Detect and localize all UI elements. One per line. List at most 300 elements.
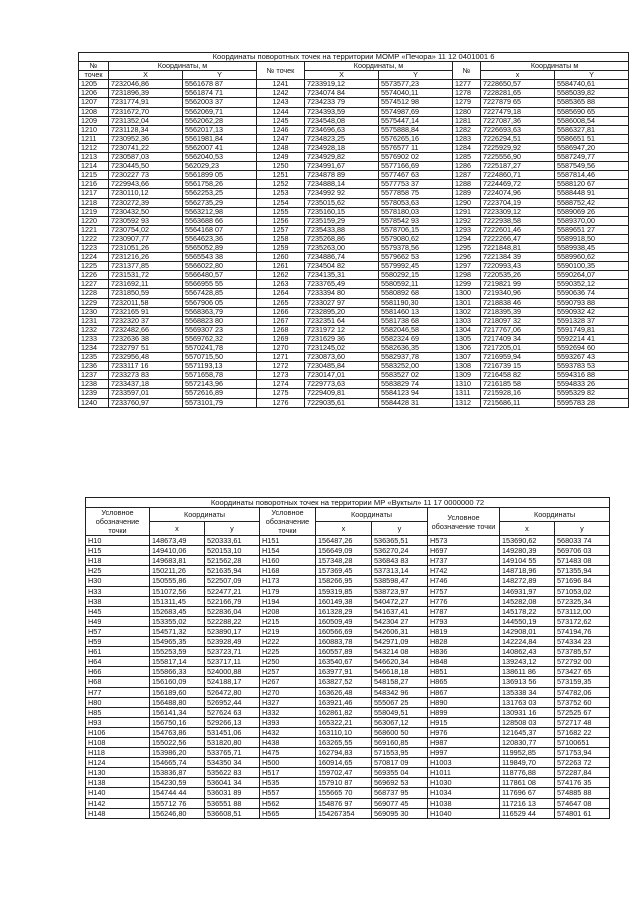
- table-cell: 118776,88: [500, 768, 555, 778]
- table-cell: 1205: [79, 80, 109, 89]
- table-row: [79, 180, 629, 189]
- table-cell: 7215686,11: [481, 398, 555, 407]
- table-cell: H573: [428, 536, 500, 546]
- table-cell: 536041 34: [205, 778, 260, 788]
- table-cell: 161328,29: [316, 606, 372, 616]
- table-cell: 7232956,48: [109, 353, 183, 362]
- table-cell: 1295: [453, 243, 481, 252]
- table-cell: H267: [260, 677, 316, 687]
- table-cell: 1216: [79, 180, 109, 189]
- table-cell: 5584740,61: [555, 80, 629, 89]
- table-cell: 1301: [453, 298, 481, 307]
- table-cell: 1247: [257, 134, 305, 143]
- table-cell: H151: [260, 536, 316, 546]
- table-cell: H140: [86, 788, 150, 798]
- table-cell: 155253,59: [150, 647, 205, 657]
- table2-y-header-2: y: [372, 522, 428, 536]
- table-cell: 154230,59: [150, 778, 205, 788]
- table-cell: H742: [428, 566, 500, 576]
- table-cell: 568033 74: [555, 536, 610, 546]
- table-cell: 1292: [453, 216, 481, 225]
- table-cell: 7232011,58: [109, 298, 183, 307]
- table-row: [79, 280, 629, 289]
- table-cell: 7220993,43: [481, 262, 555, 271]
- table-cell: 1254: [257, 198, 305, 207]
- table-cell: 7234991,67: [305, 162, 379, 171]
- table-row: [79, 262, 629, 271]
- table-cell: 153836,87: [150, 768, 205, 778]
- table-cell: 7224469,72: [481, 180, 555, 189]
- table1-num-header-3: №: [453, 62, 481, 80]
- table-cell: 5577166,69: [379, 162, 453, 171]
- table-cell: 5589370,00: [555, 216, 629, 225]
- table-cell: 7231896,39: [109, 89, 183, 98]
- table-cell: 7216185 58: [481, 380, 555, 389]
- table-cell: 5587249,77: [555, 153, 629, 162]
- table-cell: 555067 25: [372, 697, 428, 707]
- table-cell: 5576902 02: [379, 153, 453, 162]
- table-cell: 1253: [257, 189, 305, 198]
- table-cell: 150211,26: [150, 566, 205, 576]
- table-cell: 148673,49: [150, 536, 205, 546]
- table-cell: H142: [86, 798, 150, 808]
- table-cell: 158266,95: [316, 576, 372, 586]
- table-row: [79, 380, 629, 389]
- table-cell: 536031 89: [205, 788, 260, 798]
- table-cell: 1269: [257, 334, 305, 343]
- table-cell: 5565543 38: [183, 253, 257, 262]
- table-row: [79, 271, 629, 280]
- table-cell: H194: [260, 596, 316, 606]
- table-row: [86, 758, 610, 768]
- table-cell: 7232320 37: [109, 316, 183, 325]
- table-cell: 155866,33: [150, 667, 205, 677]
- table-cell: 5566022,80: [183, 262, 257, 271]
- table-row: [79, 116, 629, 125]
- table-row: [79, 143, 629, 152]
- table-cell: 7230754,02: [109, 225, 183, 234]
- table-cell: H18: [86, 556, 150, 566]
- table-cell: 7233273 83: [109, 371, 183, 380]
- table-cell: 1278: [453, 89, 481, 98]
- table-cell: 1256: [257, 216, 305, 225]
- table-cell: 1231: [79, 316, 109, 325]
- table-row: [79, 316, 629, 325]
- table-cell: 7218838 46: [481, 298, 555, 307]
- table-cell: 531451,06: [205, 727, 260, 737]
- table-cell: 1206: [79, 89, 109, 98]
- table-cell: 1312: [453, 398, 481, 407]
- table-cell: 156487,26: [316, 536, 372, 546]
- table-cell: H819: [428, 626, 500, 636]
- table-cell: 7233919,12: [305, 80, 379, 89]
- table2-coords-header-1: Координаты: [150, 508, 260, 522]
- table-row: [79, 362, 629, 371]
- table-cell: 1296: [453, 253, 481, 262]
- table-cell: H997: [428, 748, 500, 758]
- table-cell: 5574512 98: [379, 98, 453, 107]
- table-cell: 7222938,58: [481, 216, 555, 225]
- table-cell: 543214 08: [372, 647, 428, 657]
- table-cell: 7217767,06: [481, 325, 555, 334]
- table-cell: 571753,94: [555, 748, 610, 758]
- table-cell: 5590352,12: [555, 280, 629, 289]
- table-cell: 5590793 88: [555, 298, 629, 307]
- table-cell: 5595329 82: [555, 389, 629, 398]
- table-cell: 5578180,03: [379, 207, 453, 216]
- table-cell: 521635,94: [205, 566, 260, 576]
- table-cell: 138611 86: [500, 667, 555, 677]
- table-cell: 7229943,66: [109, 180, 183, 189]
- table-cell: 151311,45: [150, 596, 205, 606]
- table2-point-label-header-1: Условное обозначение точки: [86, 508, 150, 536]
- table-cell: 5584123 94: [379, 389, 453, 398]
- table-cell: 117861 08: [500, 778, 555, 788]
- table-row: [79, 289, 629, 298]
- table-cell: 5589938,45: [555, 243, 629, 252]
- table-cell: 7235263,00: [305, 243, 379, 252]
- table-cell: 1219: [79, 207, 109, 216]
- table-cell: 5579378,56: [379, 243, 453, 252]
- table-cell: 5587549,56: [555, 162, 629, 171]
- table1-x-header-2: X: [305, 71, 379, 80]
- table-row: [86, 586, 610, 596]
- table-cell: 154965,35: [150, 637, 205, 647]
- table-row: [79, 189, 629, 198]
- table-cell: 7217409 34: [481, 334, 555, 343]
- table-cell: 5590100,35: [555, 262, 629, 271]
- table-cell: 538598,47: [372, 576, 428, 586]
- table-cell: H1040: [428, 808, 500, 818]
- table-cell: 5588448 91: [555, 189, 629, 198]
- table-cell: 1215: [79, 171, 109, 180]
- table-cell: 119849,70: [500, 758, 555, 768]
- table-cell: 1213: [79, 153, 109, 162]
- table-cell: 154744 44: [150, 788, 205, 798]
- table-cell: 5580292,15: [379, 271, 453, 280]
- table-cell: 569706 03: [555, 546, 610, 556]
- table-cell: 155817,14: [150, 657, 205, 667]
- table-cell: 531820,80: [205, 737, 260, 747]
- table-cell: 522507,09: [205, 576, 260, 586]
- table-cell: 7227087,36: [481, 116, 555, 125]
- table-row: [86, 808, 610, 818]
- table-cell: 1250: [257, 162, 305, 171]
- table-cell: 1289: [453, 189, 481, 198]
- table-cell: 541637,41: [372, 606, 428, 616]
- table-cell: 163265,55: [316, 737, 372, 747]
- table-cell: 522477,21: [205, 586, 260, 596]
- table2-coords-header-3: Координаты: [500, 508, 610, 522]
- table-cell: 7232351 64: [305, 316, 379, 325]
- table-cell: 5575447,14: [379, 116, 453, 125]
- table1-points-header: точек: [79, 71, 109, 80]
- table-row: [79, 225, 629, 234]
- table-cell: 521562,28: [205, 556, 260, 566]
- table-cell: 1258: [257, 234, 305, 243]
- table-cell: 7229409,81: [305, 389, 379, 398]
- table-row: [86, 616, 610, 626]
- table-cell: 571483 08: [555, 556, 610, 566]
- table-cell: 153690,62: [500, 536, 555, 546]
- table-cell: 7219821 99: [481, 280, 555, 289]
- table-cell: H208: [260, 606, 316, 616]
- table-cell: 7234878 89: [305, 171, 379, 180]
- table-row: [86, 717, 610, 727]
- table-cell: 1233: [79, 334, 109, 343]
- table-cell: 5589651 27: [555, 225, 629, 234]
- table-cell: 7230952,36: [109, 134, 183, 143]
- table-cell: 5568823 80: [183, 316, 257, 325]
- table-cell: 1239: [79, 389, 109, 398]
- table-cell: H836: [428, 647, 500, 657]
- table-row: [86, 556, 610, 566]
- table-cell: 571696 84: [555, 576, 610, 586]
- table-cell: H160: [260, 556, 316, 566]
- table-cell: 156649,09: [316, 546, 372, 556]
- table-cell: 571355,94: [555, 566, 610, 576]
- table-cell: 7232636 38: [109, 334, 183, 343]
- table-cell: 1293: [453, 225, 481, 234]
- table-row: [79, 125, 629, 134]
- table-cell: 7231850,59: [109, 289, 183, 298]
- table-row: [86, 626, 610, 636]
- table-cell: H64: [86, 657, 150, 667]
- table-cell: 7223704,19: [481, 198, 555, 207]
- table1-num-header: №: [79, 62, 109, 71]
- table-cell: 574885 88: [555, 788, 610, 798]
- table-cell: 7231245,02: [305, 344, 379, 353]
- table-cell: 1251: [257, 171, 305, 180]
- table-row: [79, 253, 629, 262]
- table-row: [79, 89, 629, 98]
- table-row: [86, 546, 610, 556]
- table-cell: 7233437,18: [109, 380, 183, 389]
- table-row: [79, 207, 629, 216]
- table-cell: 1308: [453, 362, 481, 371]
- table-cell: 7230873,60: [305, 353, 379, 362]
- table-cell: 5563688 66: [183, 216, 257, 225]
- table-cell: 529266,13: [205, 717, 260, 727]
- table-cell: 7231531,72: [109, 271, 183, 280]
- table-cell: 523723,71: [205, 647, 260, 657]
- table-cell: H106: [86, 727, 150, 737]
- table-cell: 5587814,46: [555, 171, 629, 180]
- table-cell: 5563212,98: [183, 207, 257, 216]
- table-cell: 5571658,78: [183, 371, 257, 380]
- table-cell: 154267354: [316, 808, 372, 818]
- table-cell: H1011: [428, 768, 500, 778]
- table-cell: 5594316 88: [555, 371, 629, 380]
- table-cell: H215: [260, 616, 316, 626]
- table-cell: 7220535,26: [481, 271, 555, 280]
- table-cell: 546620,34: [372, 657, 428, 667]
- table-cell: 1259: [257, 243, 305, 252]
- table-cell: 7233760,97: [109, 398, 183, 407]
- table-cell: 538723,97: [372, 586, 428, 596]
- table-cell: 7216458 82: [481, 371, 555, 380]
- table-cell: 1277: [453, 80, 481, 89]
- table-cell: 5582324 69: [379, 334, 453, 343]
- table-cell: 142908,01: [500, 626, 555, 636]
- table-cell: 1226: [79, 271, 109, 280]
- table-cell: 542971,09: [372, 637, 428, 647]
- table-cell: 5583252,00: [379, 362, 453, 371]
- table-cell: 7222601,46: [481, 225, 555, 234]
- table-cell: 536365,51: [372, 536, 428, 546]
- table-cell: 5588752,42: [555, 198, 629, 207]
- table-cell: 572525 67: [555, 707, 610, 717]
- table-cell: 1208: [79, 107, 109, 116]
- table1-num-points-header: № точек: [257, 62, 305, 80]
- table-cell: 569692 53: [372, 778, 428, 788]
- table-cell: 7229773,63: [305, 380, 379, 389]
- table-cell: H500: [260, 758, 316, 768]
- table-cell: 1248: [257, 143, 305, 152]
- table-cell: 121645,37: [500, 727, 555, 737]
- table-cell: 146931,97: [500, 586, 555, 596]
- table-cell: 1302: [453, 307, 481, 316]
- table-cell: 7230741,22: [109, 143, 183, 152]
- table-cell: H80: [86, 697, 150, 707]
- table-cell: 5586651 51: [555, 134, 629, 143]
- table-cell: H222: [260, 637, 316, 647]
- table-row: [79, 107, 629, 116]
- table-cell: 1261: [257, 262, 305, 271]
- table-row: [79, 171, 629, 180]
- table-cell: 7227479,18: [481, 107, 555, 116]
- table-cell: H250: [260, 657, 316, 667]
- table-cell: H737: [428, 556, 500, 566]
- table-cell: 153986,20: [150, 748, 205, 758]
- table-cell: 160149,38: [316, 596, 372, 606]
- table-row: [79, 389, 629, 398]
- table-cell: 5582636,35: [379, 344, 453, 353]
- table-cell: 533765,71: [205, 748, 260, 758]
- table-cell: 1303: [453, 316, 481, 325]
- table-cell: 7222266,47: [481, 234, 555, 243]
- table-cell: 1264: [257, 289, 305, 298]
- table-cell: 163540,67: [316, 657, 372, 667]
- table-row: [79, 344, 629, 353]
- table-cell: 5569307 23: [183, 325, 257, 334]
- table-cell: 5574040,11: [379, 89, 453, 98]
- table-cell: 116529 44: [500, 808, 555, 818]
- table-cell: 548342 96: [372, 687, 428, 697]
- table-cell: 7223309,12: [481, 207, 555, 216]
- table-cell: 145178,22: [500, 606, 555, 616]
- table1-coords-header-2: Координаты, м: [305, 62, 453, 71]
- table-cell: 140862,43: [500, 647, 555, 657]
- table-cell: 1214: [79, 162, 109, 171]
- table-cell: 563067,12: [372, 717, 428, 727]
- table-cell: 163626,48: [316, 687, 372, 697]
- table-cell: 5594833 26: [555, 380, 629, 389]
- table-cell: 7227879 65: [481, 98, 555, 107]
- table-cell: 145282,08: [500, 596, 555, 606]
- table-cell: 7225556,90: [481, 153, 555, 162]
- table-cell: 7235160,15: [305, 207, 379, 216]
- table-cell: 522836,04: [205, 606, 260, 616]
- table-cell: 569095 30: [372, 808, 428, 818]
- table-cell: 1276: [257, 398, 305, 407]
- table-cell: H124: [86, 758, 150, 768]
- table-cell: 7232797 51: [109, 344, 183, 353]
- table-cell: 574782,06: [555, 687, 610, 697]
- table-cell: 1244: [257, 107, 305, 116]
- table-cell: 573159,35: [555, 677, 610, 687]
- table-cell: 5564623,36: [183, 234, 257, 243]
- table-row: [79, 98, 629, 107]
- table-row: [86, 677, 610, 687]
- table-cell: 57100651: [555, 737, 610, 747]
- table-cell: H865: [428, 677, 500, 687]
- table-cell: 139243,12: [500, 657, 555, 667]
- table-row: [86, 768, 610, 778]
- table-cell: 149410,06: [150, 546, 205, 556]
- table-cell: 5572143,96: [183, 380, 257, 389]
- table-row: [86, 637, 610, 647]
- table-cell: 5579662 53: [379, 253, 453, 262]
- table-cell: 155022,56: [150, 737, 205, 747]
- table-row: [86, 606, 610, 616]
- table-cell: H697: [428, 546, 500, 556]
- table-cell: H517: [260, 768, 316, 778]
- table-cell: 1272: [257, 362, 305, 371]
- table-cell: 573785,57: [555, 647, 610, 657]
- table-cell: H25: [86, 566, 150, 576]
- table-cell: H30: [86, 576, 150, 586]
- table-cell: 5573101,79: [183, 398, 257, 407]
- table-cell: 1225: [79, 262, 109, 271]
- table-cell: 7233394 80: [305, 289, 379, 298]
- table-cell: 5564168 07: [183, 225, 257, 234]
- table-cell: 5586947,20: [555, 143, 629, 152]
- table-cell: H33: [86, 586, 150, 596]
- table1-coords-header-3: Координаты м: [481, 62, 629, 71]
- table-cell: 160509,49: [316, 616, 372, 626]
- table-cell: 5585690 65: [555, 107, 629, 116]
- table-cell: H219: [260, 626, 316, 636]
- table-cell: 5562735,29: [183, 198, 257, 207]
- table-row: [79, 234, 629, 243]
- table-cell: 527624 63: [205, 707, 260, 717]
- table-cell: H867: [428, 687, 500, 697]
- table-cell: H66: [86, 667, 150, 677]
- table-cell: 149683,81: [150, 556, 205, 566]
- table-row: [86, 748, 610, 758]
- table-cell: 1236: [79, 362, 109, 371]
- table-row: [86, 778, 610, 788]
- table-cell: H793: [428, 616, 500, 626]
- table-row: [86, 798, 610, 808]
- table-cell: 1218: [79, 198, 109, 207]
- table-cell: 1227: [79, 280, 109, 289]
- table-cell: 159702,47: [316, 768, 372, 778]
- table-cell: 5581738 68: [379, 316, 453, 325]
- table-cell: 548158,27: [372, 677, 428, 687]
- table-cell: 7232482,66: [109, 325, 183, 334]
- table-cell: 1299: [453, 280, 481, 289]
- table-cell: 160914,65: [316, 758, 372, 768]
- table-cell: H327: [260, 697, 316, 707]
- table-cell: 562029,23: [183, 162, 257, 171]
- table-cell: 1245: [257, 116, 305, 125]
- table-cell: 117696 67: [500, 788, 555, 798]
- table-cell: 5585039,82: [555, 89, 629, 98]
- table-cell: 7231128,34: [109, 125, 183, 134]
- table-cell: 1223: [79, 243, 109, 252]
